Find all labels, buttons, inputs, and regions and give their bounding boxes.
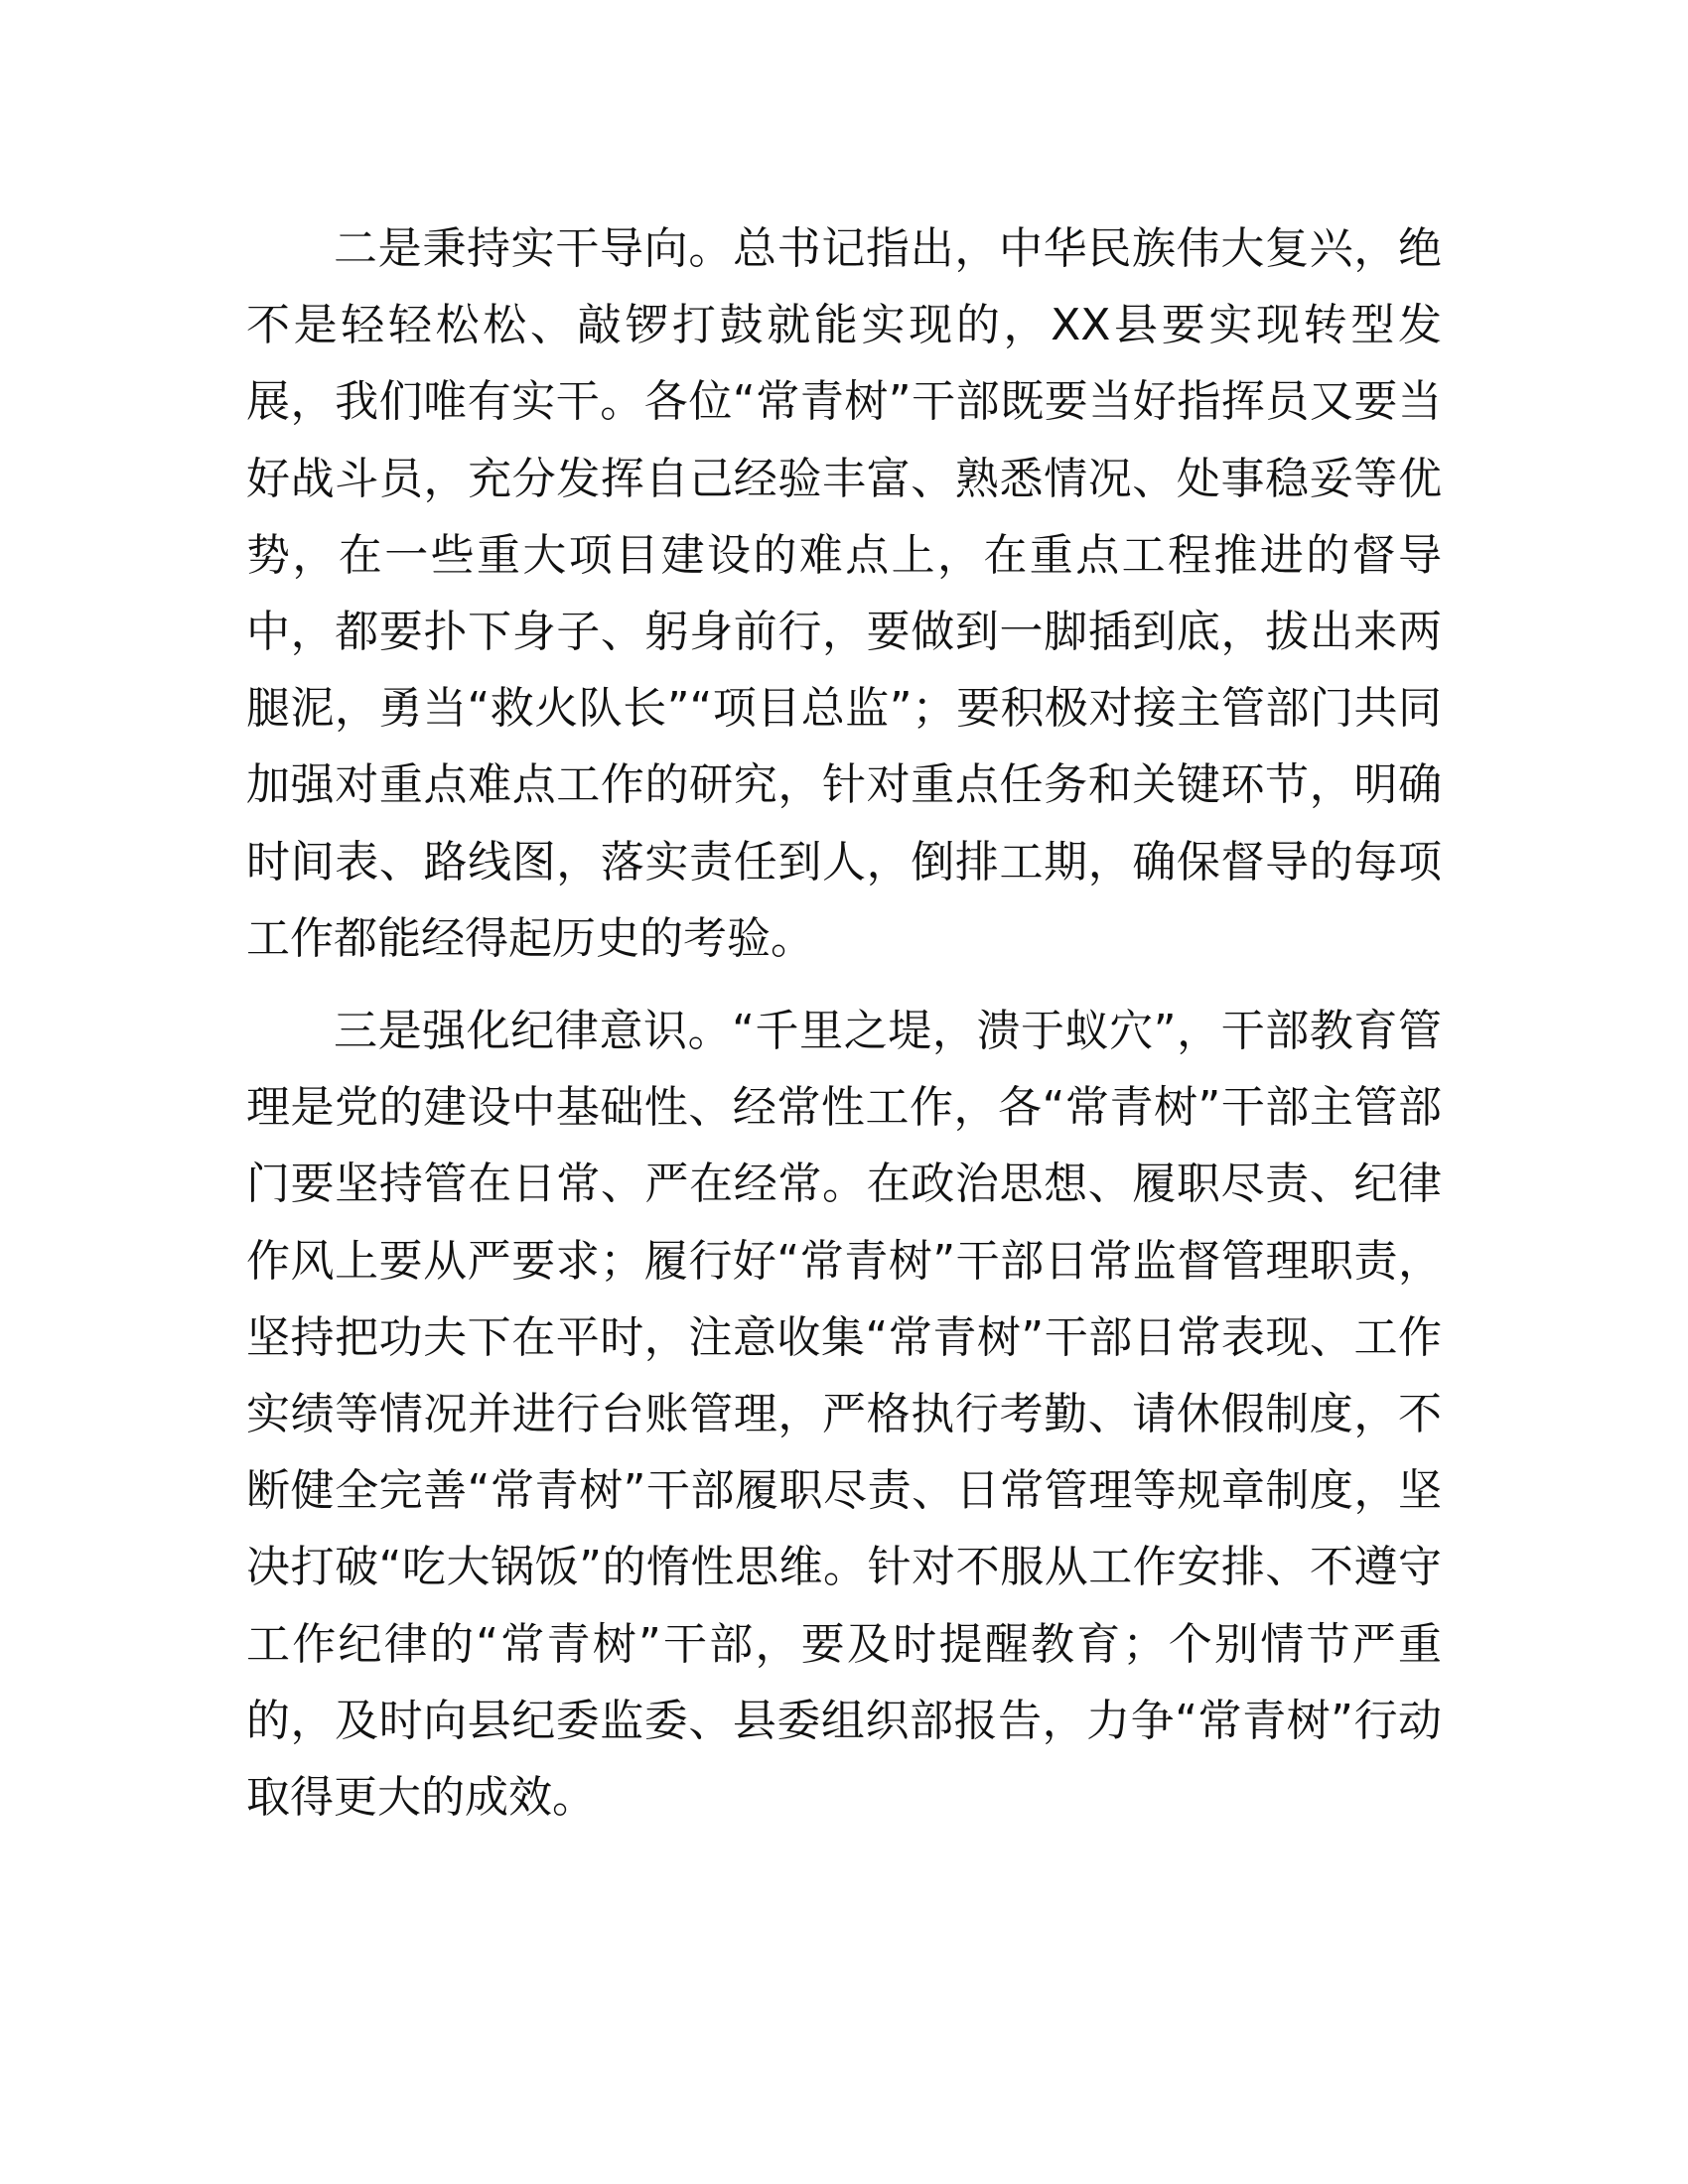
paragraph-discipline-awareness: 三是强化纪律意识。“千里之堤，溃于蚁穴”，干部教育管理是党的建设中基础性、经常性工作，各“常青树”干部主管部门要坚持管在日常、严在经常。在政治思想、履职尽责、纪律作风上要从严要求；履行好“常青树”干部日常监督管理职责，坚持把功夫下在平时，注意收集“常青树”干部日常表现、工作实绩等情况并进行台账管理，严格执行考勤、请休假制度，不断健全完善“常青树”干部履职尽责、日常管理等规章制度，坚决打破“吃大锅饭”的惰性思维。针对不服从工作安排、不遵守工作纪律的“常青树”干部，要及时提醒教育；个别情节严重的，及时向县纪委监委、县委组织部报告，力争“常青树”行动取得更大的成效。	[246, 1006, 1442, 1824]
paragraph-practical-orientation: 二是秉持实干导向。总书记指出，中华民族伟大复兴，绝不是轻轻松松、敲锣打鼓就能实现的，XX县要实现转型发展，我们唯有实干。各位“常青树”干部既要当好指挥员又要当好战斗员，充分发挥自己经验丰富、熟悉情况、处事稳妥等优势，在一些重大项目建设的难点上，在重点工程推进的督导中，都要扑下身子、躬身前行，要做到一脚插到底，拔出来两腿泥，勇当“救火队长”“项目总监”；要积极对接主管部门共同加强对重点难点工作的研究，针对重点任务和关键环节，明确时间表、路线图，落实责任到人，倒排工期，确保督导的每项工作都能经得起历史的考验。	[246, 223, 1442, 964]
document-body	[246, 210, 1442, 1851]
